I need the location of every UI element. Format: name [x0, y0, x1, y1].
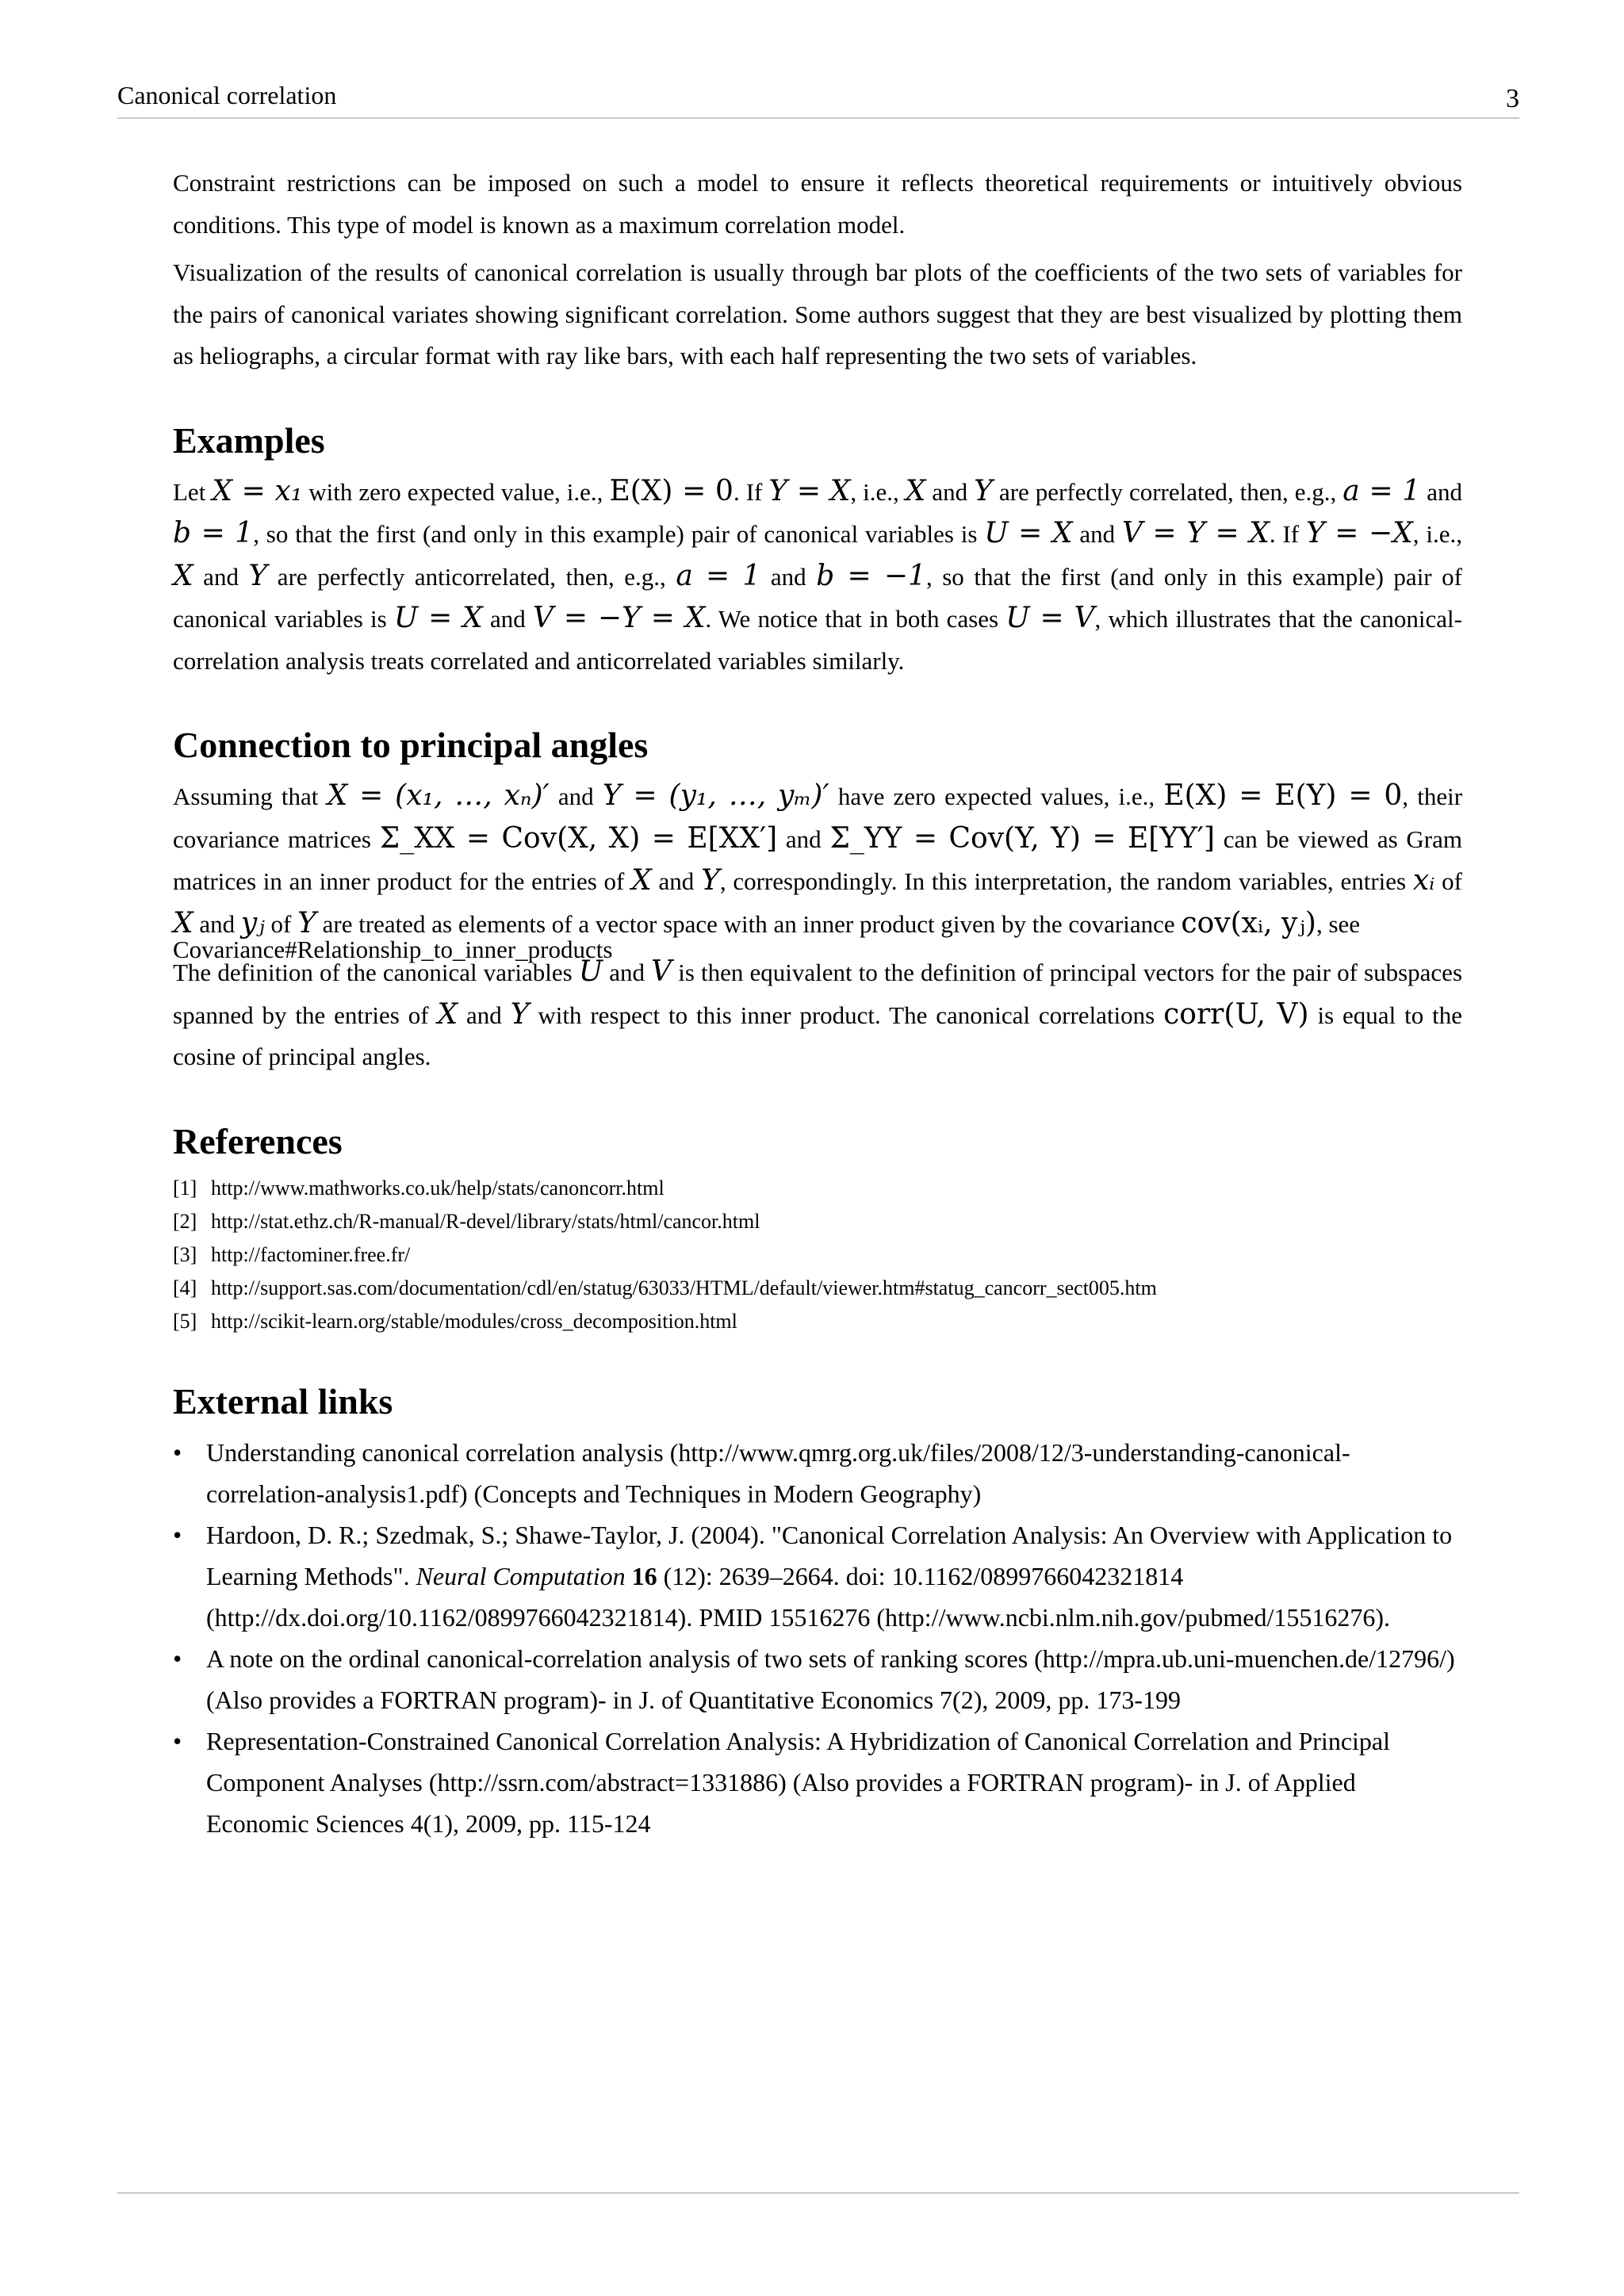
math-formula: b = 1: [173, 517, 254, 549]
math-formula: X = x₁: [212, 474, 303, 507]
references-heading: References: [173, 1120, 343, 1161]
math-formula: U = X: [984, 517, 1073, 549]
references-list: [173, 1172, 1462, 1338]
principal-paragraph-1: [173, 775, 1462, 945]
math-formula: yⱼ: [240, 906, 265, 939]
bullet-icon: •: [173, 1726, 182, 1755]
math-formula: Y: [510, 997, 530, 1031]
page-header: [117, 78, 1519, 119]
math-formula: X: [173, 906, 193, 939]
principal-paragraph-2: [173, 951, 1462, 1078]
reference-number: [3]: [173, 1242, 197, 1266]
text-run: , which illustrates that the canonical-correlation analysis treats correlated and anticorrelated variables similarly.: [173, 605, 1462, 675]
intro-paragraph-1: Constraint restrictions can be imposed on such a model to ensure it reflects theoretical requirements or intuitively obvious conditions. This type of model is known as a maximum correlation model.: [173, 169, 1462, 239]
math-formula: b = −1: [816, 559, 926, 592]
reference-link[interactable]: http://factominer.free.fr/: [211, 1242, 411, 1266]
text-run: The definition of the canonical variables: [173, 959, 579, 986]
external-link-item[interactable]: [173, 1638, 1462, 1720]
math-formula: E(X) = E(Y) = 0: [1163, 779, 1403, 812]
math-formula: E(X) = 0: [609, 474, 733, 507]
text-run: and: [482, 605, 533, 633]
examples-paragraph: [173, 471, 1462, 683]
math-formula: V: [651, 955, 672, 988]
reference-number: [4]: [173, 1276, 197, 1299]
math-formula: Σ_YY = Cov(Y, Y) = E[YY′]: [829, 821, 1216, 855]
intro-paragraph-2: Visualization of the results of canonical correlation is usually through bar plots of the coefficients of the two sets of variables for the pairs of canonical variates showing significant correlation. Some authors suggest that they are best visualized by plotting them as heliographs, a circular format with ray like bars, with each half representing the two sets of variables.: [173, 258, 1462, 369]
text-run: and: [925, 477, 975, 506]
reference-item: [173, 1205, 1462, 1238]
reference-number: [5]: [173, 1309, 197, 1333]
text-run: and: [651, 867, 702, 895]
external-link-text[interactable]: A note on the ordinal canonical-correlation analysis of two sets of ranking scores (http://mpra.ub.uni-muenchen.de/12796/) (Also provides a FORTRAN program)- in J. of Quantitative Economics 7(2), 2009, pp. 173-199: [206, 1644, 1455, 1714]
text-run: , see: [1316, 909, 1361, 938]
text-run: are treated as elements of a vector space with an inner product given by the covariance: [316, 909, 1182, 938]
math-formula: xᵢ: [1412, 864, 1435, 897]
running-title: Canonical correlation: [117, 81, 337, 109]
math-formula: Y: [701, 864, 720, 897]
text-run: are perfectly correlated, then, e.g.,: [992, 477, 1343, 506]
text-run: . If: [1269, 520, 1306, 548]
reference-link[interactable]: http://support.sas.com/documentation/cdl/en/statug/63033/HTML/default/viewer.htm#statug_cancorr_sect005.htm: [211, 1276, 1157, 1299]
text-run: are perfectly anticorrelated, then, e.g.,: [267, 562, 676, 591]
external-link-item[interactable]: [173, 1432, 1462, 1514]
citation-text[interactable]: (12): 2639–2664. doi: 10.1162/0899766042321814 (http://dx.doi.org/10.1162/0899766042321814). PMID 15516276 (http://www.ncbi.nlm.nih.gov/pubmed/15516276).: [206, 1561, 1390, 1632]
reference-item: [173, 1238, 1462, 1272]
external-links-heading: External links: [173, 1380, 393, 1422]
text-run: of: [1434, 867, 1462, 895]
text-run: , correspondingly. In this interpretation, the random variables, entries: [719, 867, 1413, 895]
math-formula: Y = X: [768, 474, 851, 507]
math-formula: X = (x₁, …, xₙ)′: [327, 779, 550, 812]
covariance-link[interactable]: Covariance#Relationship_to_inner_products: [173, 936, 613, 963]
text-run: have zero expected values, i.e.,: [829, 783, 1164, 810]
math-formula: a = 1: [676, 559, 761, 592]
math-formula: U = X: [393, 602, 483, 634]
text-run: and: [193, 909, 241, 938]
text-run: , i.e.,: [1412, 520, 1463, 548]
text-run: with respect to this inner product. The canonical correlations: [529, 1001, 1164, 1029]
math-formula: Σ_XX = Cov(X, X) = E[XX′]: [379, 821, 778, 855]
text-run: , their covariance matrices: [173, 783, 1463, 853]
examples-heading: Examples: [173, 419, 325, 461]
math-formula: V = −Y = X: [532, 602, 706, 634]
principal-angles-heading: Connection to principal angles: [173, 725, 649, 765]
text-run: Assuming that: [173, 783, 327, 810]
reference-link[interactable]: http://scikit-learn.org/stable/modules/cross_decomposition.html: [211, 1309, 737, 1333]
math-formula: V = Y = X: [1121, 517, 1270, 549]
reference-link[interactable]: http://stat.ethz.ch/R-manual/R-devel/library/stats/html/cancor.html: [211, 1209, 760, 1233]
math-formula: cov(xᵢ, yⱼ): [1181, 906, 1316, 939]
reference-item: [173, 1172, 1462, 1205]
text-run: and: [1072, 520, 1122, 548]
external-link-text[interactable]: Understanding canonical correlation analysis (http://www.qmrg.org.uk/files/2008/12/3-understanding-canonical-correlation-analysis1.pdf) (Concepts and Techniques in Modern Geography): [206, 1437, 1350, 1508]
math-formula: U: [578, 955, 603, 988]
text-run: , so that the first (and only in this example) pair of canonical variables is: [253, 520, 985, 548]
text-run: and: [1420, 477, 1463, 506]
math-formula: Y: [297, 906, 316, 939]
math-formula: Y: [974, 474, 993, 507]
math-formula: Y = (y₁, …, yₘ)′: [602, 779, 829, 812]
math-formula: a = 1: [1342, 474, 1421, 507]
article-body: [173, 163, 1462, 1844]
math-formula: X: [173, 559, 193, 592]
reference-number: [1]: [173, 1176, 197, 1200]
reference-number: [2]: [173, 1209, 197, 1233]
bullet-icon: •: [173, 1644, 182, 1673]
math-formula: U = V: [1005, 602, 1095, 634]
text-run: and: [777, 825, 830, 853]
math-formula: X: [631, 864, 652, 897]
reference-item: [173, 1305, 1462, 1338]
math-formula: X: [437, 997, 458, 1031]
external-link-item[interactable]: [173, 1720, 1462, 1844]
footer-divider: [117, 2192, 1519, 2194]
bullet-icon: •: [173, 1437, 182, 1467]
journal-name: Neural Computation: [416, 1561, 626, 1590]
math-formula: X: [905, 474, 926, 507]
text-run: is then equivalent to the definition of principal vectors for the pair of subspaces spanned by the entries of: [173, 959, 1463, 1029]
math-formula: Y: [248, 559, 268, 592]
text-run: , so that the first (and only in this example) pair of canonical variables is: [173, 562, 1462, 633]
text-run: Let: [173, 477, 213, 506]
bullet-icon: •: [173, 1520, 182, 1549]
external-links-list: [173, 1432, 1462, 1844]
text-run: with zero expected value, i.e.,: [302, 477, 610, 506]
page-number: 3: [1506, 84, 1519, 113]
text-run: and: [458, 1001, 511, 1029]
text-run: is equal to the cosine of principal angles.: [173, 1001, 1462, 1070]
text-run: can be viewed as Gram matrices in an inner product for the entries of: [173, 825, 1462, 895]
text-run: and: [193, 562, 249, 591]
external-link-item[interactable]: [173, 1514, 1462, 1638]
text-run: . We notice that in both cases: [705, 605, 1006, 633]
journal-volume: 16: [631, 1561, 657, 1590]
math-formula: Y = −X: [1305, 517, 1413, 549]
text-run: and: [603, 959, 652, 986]
text-run: , i.e.,: [850, 477, 906, 506]
math-formula: corr(U, V): [1163, 997, 1309, 1031]
text-run: and: [549, 783, 603, 810]
text-run: of: [264, 909, 298, 938]
reference-link[interactable]: http://www.mathworks.co.uk/help/stats/canoncorr.html: [211, 1176, 665, 1200]
text-run: . If: [733, 477, 769, 506]
citation-text: Hardoon, D. R.; Szedmak, S.; Shawe-Taylor, J. (2004). "Canonical Correlation Analysis: An Overview with Application to Learning Methods".: [206, 1520, 1453, 1590]
text-run: and: [760, 562, 817, 591]
reference-item: [173, 1272, 1462, 1305]
external-link-text[interactable]: Representation-Constrained Canonical Correlation Analysis: A Hybridization of Canonical Correlation and Principal Component Analyses (http://ssrn.com/abstract=1331886) (Also provides a FORTRAN program)- in J. of Applied Economic Sciences 4(1), 2009, pp. 115-124: [206, 1726, 1390, 1838]
